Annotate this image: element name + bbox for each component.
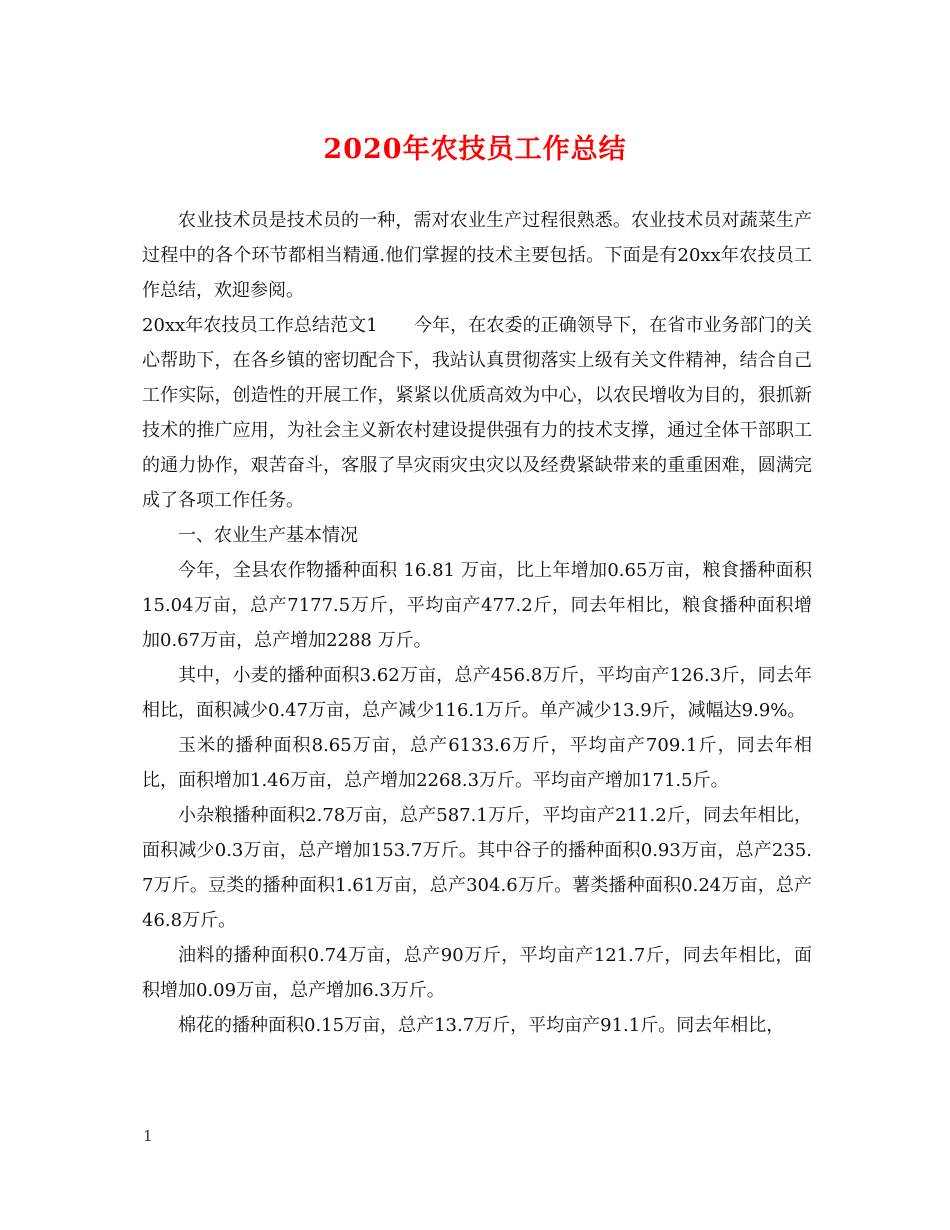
page-number: 1 (143, 1127, 153, 1145)
wheat-paragraph: 其中，小麦的播种面积3.62万亩，总产456.8万斤，平均亩产126.3斤，同去年相比，面积减少0.47万亩，总产减少116.1万斤。单产减少13.9斤，减幅达9.9%。 (142, 665, 812, 721)
summary-paragraph: 20xx年农技员工作总结范文1 今年，在农委的正确领导下，在省市业务部门的关心帮助下，在各乡镇的密切配合下，我站认真贯彻落实上级有关文件精神，结合自己工作实际，创造性的开展工作，紧紧以优质高效为中心，以农民增收为目的，狠抓新技术的推广应用，为社会主义新农村建设提供强有力的技术支撑，通过全体干部职工的通力协作，艰苦奋斗，客服了旱灾雨灾虫灾以及经费紧缺带来的重重困难，圆满完成了各项工作任务。 (142, 315, 812, 511)
section-heading: 一、农业生产基本情况 (178, 525, 358, 546)
oil-crops-paragraph: 油料的播种面积0.74万亩，总产90万斤，平均亩产121.7斤，同去年相比，面积增加0.09万亩，总产增加6.3万斤。 (142, 945, 812, 1001)
crop-area-paragraph: 今年，全县农作物播种面积 16.81 万亩，比上年增加0.65万亩，粮食播种面积15.04万亩，总产7177.5万斤，平均亩产477.2斤，同去年相比，粮食播种面积增加0.67万亩，总产增加2288 万斤。 (142, 560, 812, 651)
minor-grains-paragraph: 小杂粮播种面积2.78万亩，总产587.1万斤，平均亩产211.2斤，同去年相比，面积减少0.3万亩，总产增加153.7万斤。其中谷子的播种面积0.93万亩，总产235.7万斤。豆类的播种面积1.61万亩，总产304.6万斤。薯类播种面积0.24万亩，总产46.8万斤。 (142, 805, 812, 931)
document-body (142, 203, 812, 1043)
cotton-paragraph: 棉花的播种面积0.15万亩，总产13.7万斤，平均亩产91.1斤。同去年相比， (178, 1015, 785, 1036)
intro-paragraph: 农业技术员是技术员的一种，需对农业生产过程很熟悉。农业技术员对蔬菜生产过程中的各个环节都相当精通.他们掌握的技术主要包括。下面是有20xx年农技员工作总结，欢迎参阅。 (142, 210, 812, 301)
corn-paragraph: 玉米的播种面积8.65万亩，总产6133.6万斤，平均亩产709.1斤，同去年相比，面积增加1.46万亩，总产增加2268.3万斤。平均亩产增加171.5斤。 (142, 735, 812, 791)
document-title: 2020年农技员工作总结 (323, 134, 627, 165)
